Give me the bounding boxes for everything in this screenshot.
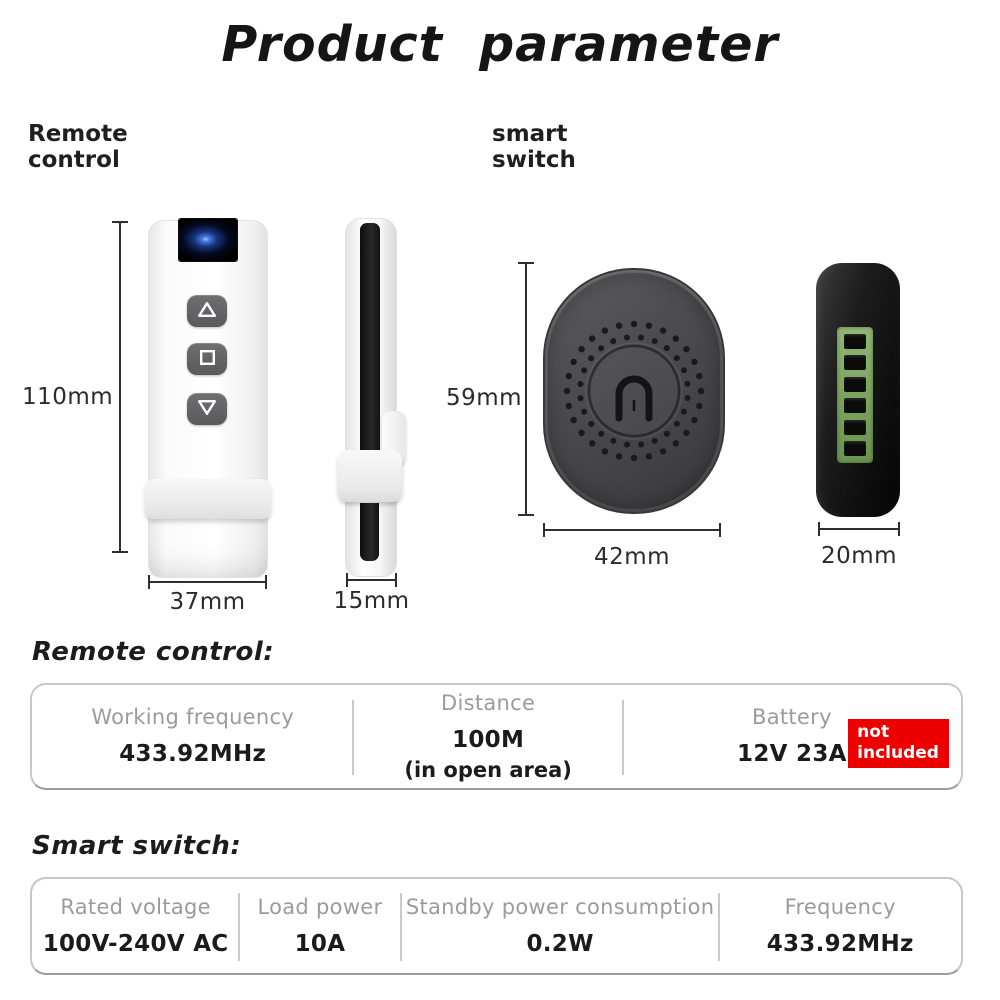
spec-value: 12V 23A [737, 741, 847, 768]
spec-label: Battery [751, 705, 832, 730]
spec-value-note: (in open area) [404, 758, 572, 783]
spec-cell-rated-voltage [32, 879, 239, 973]
switch-section-heading: Smart switch: [32, 831, 242, 861]
smart-switch-front-image [543, 268, 725, 514]
triangle-down-icon [197, 399, 217, 420]
remote-wall-clip [145, 479, 271, 519]
remote-width-dimension-label: 37mm [169, 589, 246, 615]
smart-switch-label [492, 121, 576, 173]
spec-label: Working frequency [91, 705, 295, 730]
triangle-up-icon [197, 301, 217, 322]
spec-label: Standby power consumption [405, 894, 715, 919]
spec-label: Distance [441, 690, 536, 715]
remote-control-label-line2: control [28, 147, 120, 173]
speaker-holes-pattern [545, 270, 723, 512]
spec-cell-working-frequency [32, 685, 353, 788]
remote-control-label-line1: Remote [28, 121, 128, 147]
remote-side-clip-band [338, 450, 402, 502]
spec-cell-standby-power [401, 879, 720, 973]
remote-side-image [345, 218, 397, 577]
spec-cell-battery [623, 685, 961, 788]
switch-depth-dimension-label: 20mm [820, 543, 898, 569]
spec-cell-distance [353, 685, 622, 788]
spec-value: 100V-240V AC [42, 930, 229, 957]
terminal-block [837, 327, 873, 463]
remote-height-dimension-line [119, 221, 121, 553]
stop-square-icon [199, 349, 216, 370]
smart-switch-label-line1: smart [492, 121, 568, 147]
badge-line1: not [857, 722, 890, 742]
spec-label: Rated voltage [60, 894, 211, 919]
smart-switch-label-line2: switch [492, 147, 576, 173]
spec-cell-frequency [719, 879, 961, 973]
spec-value: 100M [452, 726, 525, 753]
remote-section-heading: Remote control: [32, 637, 275, 667]
battery-not-included-badge [848, 719, 949, 768]
smart-switch-side-image [816, 263, 900, 517]
remote-depth-dimension-line [346, 579, 397, 581]
spec-value: 0.2W [526, 930, 594, 957]
remote-width-dimension-line [148, 581, 267, 583]
remote-control-label [28, 121, 128, 173]
spec-label: Load power [257, 894, 383, 919]
terminal-hole [844, 355, 866, 370]
remote-spec-table [30, 683, 963, 790]
spec-value: 10A [294, 930, 346, 957]
spec-cell-load-power [239, 879, 401, 973]
terminal-hole [844, 398, 866, 413]
badge-line2: included [857, 743, 939, 764]
remote-stop-button [187, 343, 227, 375]
remote-front-image [148, 220, 268, 578]
spec-value: 433.92MHz [119, 741, 267, 768]
remote-side-stripe-bottom [360, 503, 379, 561]
remote-down-button [187, 393, 227, 425]
switch-spec-table [30, 877, 963, 975]
spec-value: 433.92MHz [766, 930, 914, 957]
remote-indicator-screen [179, 219, 237, 261]
remote-depth-dimension-label: 15mm [333, 588, 410, 614]
terminal-hole [844, 334, 866, 349]
switch-height-dimension-label: 59mm [446, 385, 523, 411]
terminal-hole [844, 377, 866, 392]
terminal-hole [844, 420, 866, 435]
terminal-hole [844, 441, 866, 456]
remote-up-button [187, 295, 227, 327]
remote-side-stripe [360, 223, 380, 451]
switch-width-dimension-line [543, 529, 721, 531]
switch-width-dimension-label: 42mm [593, 544, 671, 570]
spec-label: Frequency [784, 894, 896, 919]
switch-height-dimension-line [525, 262, 527, 516]
switch-depth-dimension-line [818, 528, 900, 530]
page-title: Product parameter [221, 16, 779, 73]
remote-height-dimension-label: 110mm [22, 384, 114, 410]
